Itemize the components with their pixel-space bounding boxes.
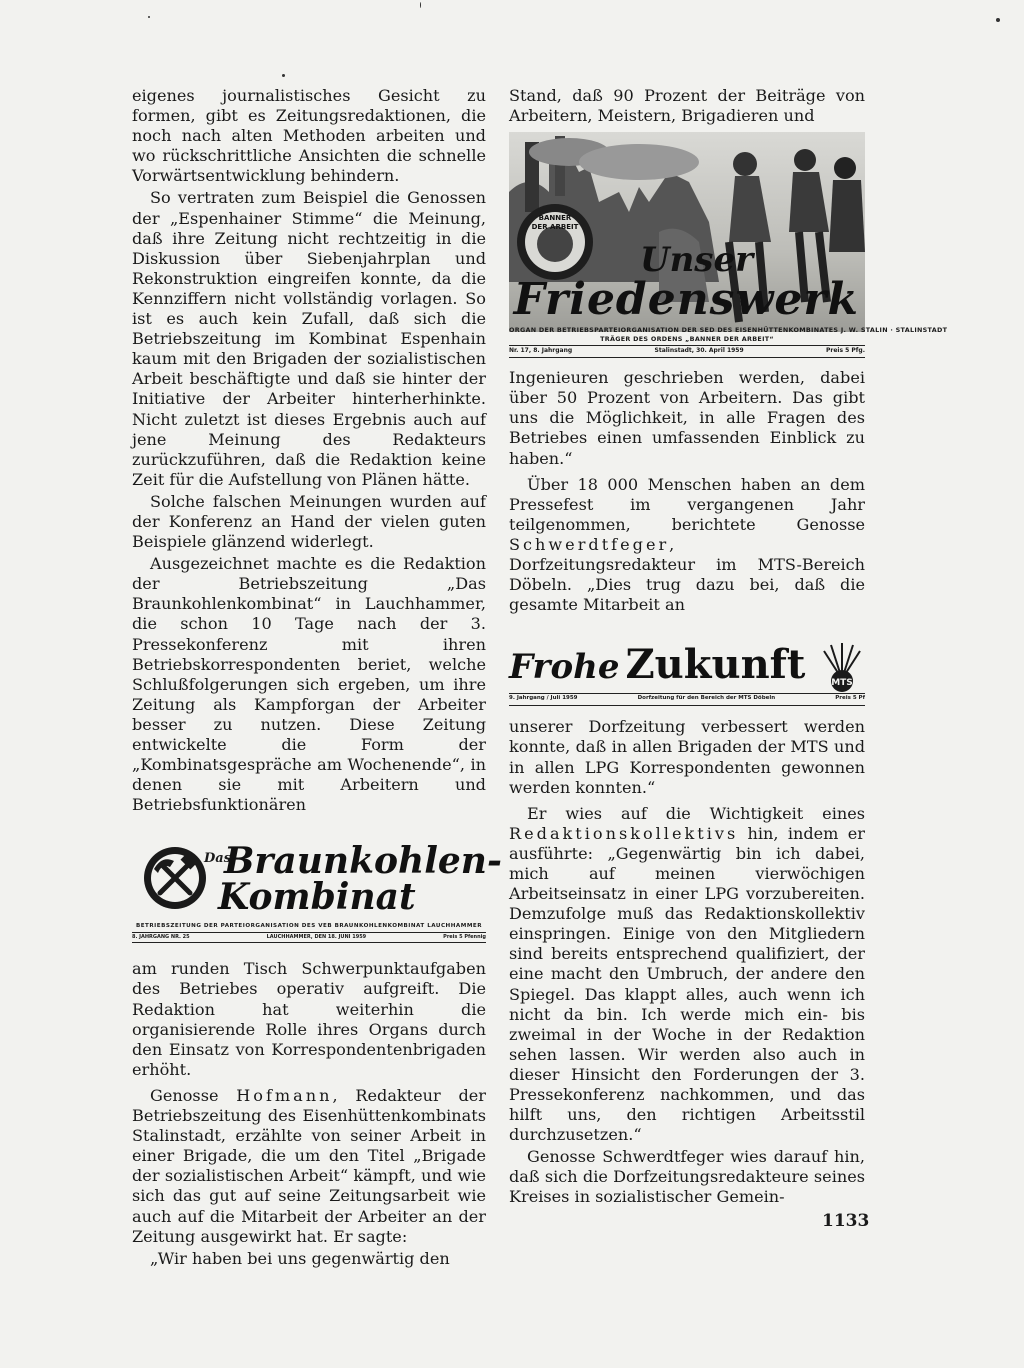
right-paragraph-6: Genosse Schwerdtfeger wies darauf hin, daß sich die Dorfzeitungsredakteure seines Kreises in sozialistischer Gemein- (509, 1147, 865, 1207)
wheat-sheaf-mts-emblem-icon (819, 637, 865, 693)
left-paragraph-7: „Wir haben bei uns gegenwärtig den (150, 1248, 450, 1268)
rule (132, 932, 486, 933)
price: Preis 5 Pfennig (443, 934, 486, 941)
price: Preis 5 Pf (835, 695, 865, 702)
right-column (509, 86, 948, 1208)
braunkohlen-organ-line: BETRIEBSZEITUNG DER PARTEIORGANISATION DES VEB BRAUNKOHLENKOMBINAT LAUCHHAMMER (135, 923, 483, 930)
left-paragraph-5: am runden Tisch Schwerpunktaufgaben des Betriebes operativ aufgreift. Die Redaktion hat weiterhin die organisierende Rolle ihres Organs durch den Einsatz von Korrespondentenbrigaden erhöht. (132, 959, 486, 1079)
banner-der-arbeit-badge: BANNER DER ARBEIT (531, 214, 579, 232)
left-paragraph-6: Genosse Hofmann, Redakteur der Betriebszeitung des Eisenhüttenkombinats Stalinstadt, erzählte von seiner Arbeit in einer Brigade, die um den Titel „Brigade der sozialistischen Arbeit“ kämpft, und wie sich das gut auf seine Zeitungsarbeit wie auch auf die Mitarbeit der Arbeiter an der Zeitung ausgewirkt hat. Er sagte: (132, 1085, 486, 1246)
hammer-and-pick-emblem-icon (142, 845, 208, 911)
right-paragraph-5: Er wies auf die Wichtigkeit eines Redaktionskollektivs hin, indem er ausführte: „Gegenwärtig bin ich dabei, mich auf meinen vierwöchigen Arbeitseinsatz in einer LPG vorzubereiten. Demzufolge muß das Redaktionskollektiv einspringen. Einige von den Mitgliedern sind bereits entsprechend qualifiziert, der eine macht den Umbruch, der andere den Spiegel. Das klappt alles, auch wenn ich nicht da bin. Ich werde mich ein- bis zweimal in der Woche in der Redaktion sehen lassen. Wir werden also auch in dieser Hinsicht den Forderungen der 3. Pressekonferenz nachkommen, und das hilft uns, den richtigen Arbeitsstil durchzusetzen.“ (509, 803, 865, 1145)
name-hofmann: Hofmann (236, 1085, 333, 1105)
rule (132, 942, 486, 943)
braunkohlen-kombinat-masthead (132, 840, 502, 945)
title-frohe: Frohe (509, 647, 620, 688)
issue: 8. JAHRGANG NR. 25 (132, 934, 190, 941)
frohe-zukunft-info-bar (509, 695, 865, 701)
braunkohlen-title-line2: Kombinat (218, 876, 416, 919)
unser-friedenswerk-title (513, 240, 859, 326)
right-paragraph-4: unserer Dorfzeitung verbessert werden konnte, daß in allen Brigaden der MTS und in allen LPG Korrespondenten gewonnen werden konnten.“ (509, 717, 865, 797)
name-schwerdtfeger: Schwerdtfeger (509, 534, 670, 554)
left-paragraph-3: Solche falschen Meinungen wurden auf der Konferenz an Hand der vielen guten Beispiele glänzend widerlegt. (132, 491, 486, 552)
mts-label: MTS (831, 678, 853, 689)
name-redaktionskollektivs: Redaktionskollektivs (509, 823, 739, 843)
date: Stalinstadt, 30. April 1959 (654, 347, 744, 355)
organ-line: ORGAN DER BETRIEBSPARTEIORGANISATION DER SED DES EISENHÜTTENKOMBINATES J. W. STALIN · STALINSTADT (509, 326, 948, 335)
award-line: TRÄGER DES ORDENS „BANNER DER ARBEIT“ (600, 335, 774, 344)
title-line2: Friedenswerk (513, 274, 859, 326)
unser-friedenswerk-info-bar (509, 347, 865, 354)
left-paragraph-2: So vertraten zum Beispiel die Genossen der „Espenhainer Stimme“ die Meinung, daß ihre Zeitung nicht rechtzeitig in die Diskussion über Siebenjahrplan und Rekonstruktion eingreifen konnte, da die Kennziffern nicht vollständig vorlagen. So ist es auch kein Zufall, daß sich die Betriebszeitung im Kombinat Espenhain kaum mit den Brigaden der sozialistischen Arbeit beschäftigte und daß sie hinter der Initiative der Arbeiter hinterherhinkte. Nicht zuletzt ist dieses Ergebnis auch auf jene Meinung des Redakteurs zurückzuführen, daß die Redaktion keine Zeit für die Aufstellung von Plänen hätte. (132, 188, 486, 489)
subtitle: Dorfzeitung für den Bereich der MTS Döbeln (637, 695, 776, 702)
price: Preis 5 Pfg. (825, 347, 865, 355)
left-paragraph-1: eigenes journalistisches Gesicht zu formen, gibt es Zeitungsredaktionen, die noch nach alten Methoden arbeiten und wo rückschrittliche Ansichten die schnelle Vorwärtsentwicklung behindern. (132, 86, 486, 186)
masthead-das: Das (204, 851, 232, 867)
rule (509, 357, 865, 358)
left-column (132, 86, 502, 1269)
right-paragraph-3: Über 18 000 Menschen haben an dem Pressefest im vergangenen Jahr teilgenommen, berichtete Genosse Schwerdtfeger, Dorfzeitungsredakteur im MTS-Bereich Döbeln. „Dies trug dazu bei, daß die gesamte Mitarbeit an (509, 474, 865, 615)
braunkohlen-title-line1: Braunkohlen- (224, 840, 502, 883)
rule (509, 693, 865, 694)
frohe-zukunft-title (509, 641, 805, 688)
rule (509, 705, 865, 706)
issue: Nr. 17, 8. Jahrgang (509, 347, 573, 355)
title-line1: Unser (639, 240, 753, 281)
braunkohlen-info-bar (132, 934, 486, 940)
right-paragraph-1: Stand, daß 90 Prozent der Beiträge von Arbeitern, Meistern, Brigadieren und (509, 86, 865, 126)
date: LAUCHHAMMER, DEN 18. JUNI 1959 (266, 934, 367, 941)
rule (509, 345, 865, 346)
left-paragraph-4: Ausgezeichnet machte es die Redaktion der Betriebszeitung „Das Braunkohlenkombinat“ in Lauchhammer, die schon 10 Tage nach der 3. Pressekonferenz mit ihren Betriebskorrespondenten beriet, welche Schlußfolgerungen sich ergeben, um ihre Zeitung als Kampforgan der Arbeiter besser zu nutzen. Diese Zeitung entwickelte die Form der „Kombinatsgespräche am Wochenende“, in denen sie mit Arbeitern und Betriebsfunktionären (132, 554, 486, 815)
page-number: 1133 (822, 1211, 870, 1231)
right-paragraph-2: Ingenieuren geschrieben werden, dabei über 50 Prozent von Arbeitern. Das gibt uns die Möglichkeit, in alle Fragen des Betriebes einen umfassenden Einblick zu haben.“ (509, 368, 865, 468)
frohe-zukunft-masthead (509, 637, 865, 709)
unser-friedenswerk-masthead (509, 132, 948, 358)
title-zukunft: Zukunft (625, 641, 806, 689)
issue: 9. Jahrgang / Juli 1959 (509, 695, 578, 702)
